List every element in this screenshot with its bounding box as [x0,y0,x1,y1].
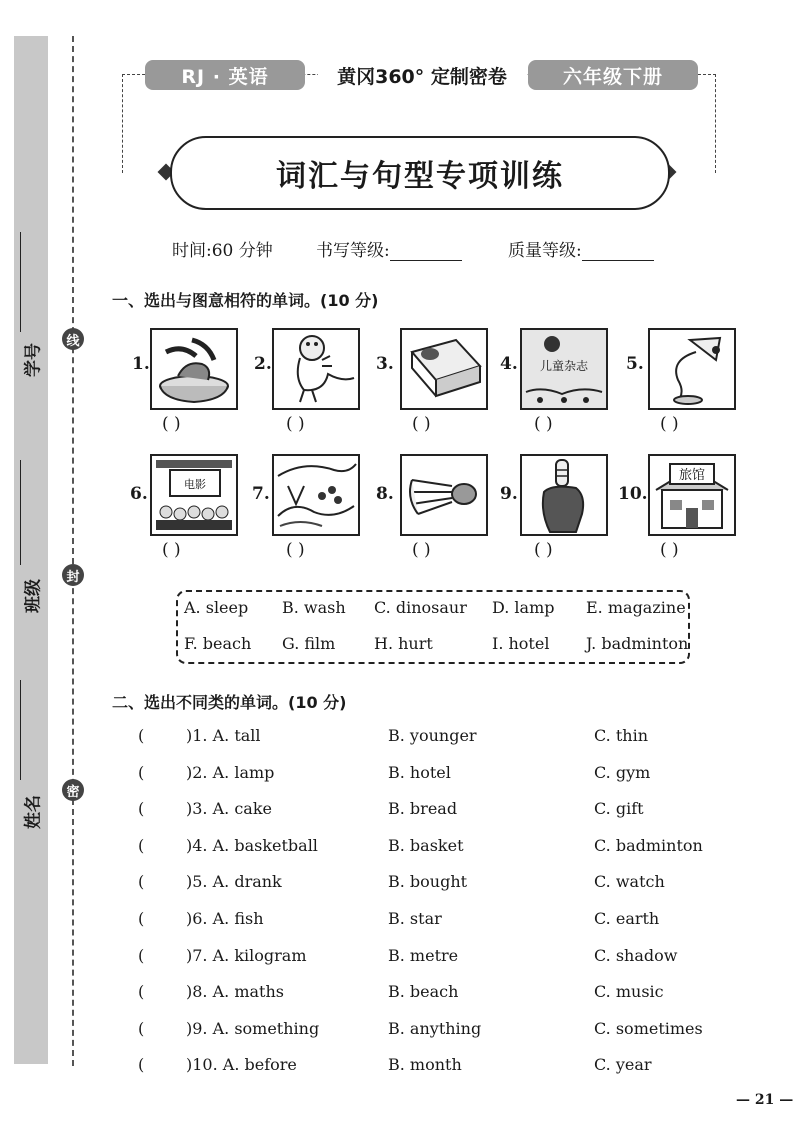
answer-paren[interactable]: ( [138,909,145,928]
answer-paren[interactable]: ( ) [660,540,679,560]
option-j: J. badminton [586,634,689,653]
question-option-a: )8. A. maths [186,982,284,1001]
picture-hotel [648,454,736,536]
time-info: 时间:60 分钟 [172,241,273,261]
answer-paren[interactable]: ( ) [534,414,553,434]
question-option-c: C. shadow [594,946,678,965]
film-icon [152,456,236,534]
item-number: 6. [130,484,148,504]
grade-badge: 六年级下册 [528,60,698,90]
question-option-c: C. badminton [594,836,703,855]
quality-grade-blank[interactable] [582,242,654,261]
answer-paren[interactable]: ( [138,946,145,965]
name-line [20,680,21,780]
beach-icon [274,456,358,534]
hurt-finger-icon [522,456,606,534]
option-a: A. sleep [184,598,249,617]
question-option-a: )7. A. kilogram [186,946,307,965]
svg-text:儿童杂志: 儿童杂志 [539,359,589,373]
option-f: F. beach [184,634,252,653]
section1-title: 一、选出与图意相符的单词。(10 分) [112,291,379,310]
seal-secret: 密 [62,779,84,801]
cut-line [72,36,74,1066]
picture-wash [150,328,238,410]
answer-paren[interactable]: ( [138,1019,145,1038]
item-number: 7. [252,484,270,504]
question-option-a: )5. A. drank [186,872,282,891]
question-option-c: C. thin [594,726,648,745]
question-option-a: )2. A. lamp [186,763,275,782]
answer-paren[interactable]: ( ) [286,540,305,560]
option-e: E. magazine [586,598,686,617]
svg-text:电影: 电影 [184,478,206,491]
answer-paren[interactable]: ( [138,726,145,745]
answer-paren[interactable]: ( ) [412,414,431,434]
picture-dinosaur [272,328,360,410]
class-line [20,460,21,565]
question-option-c: C. sometimes [594,1019,703,1038]
question-option-b: B. bread [388,799,458,818]
answer-paren[interactable]: ( [138,872,145,891]
question-option-b: B. younger [388,726,477,745]
option-c: C. dinosaur [374,598,467,617]
shuttlecock-icon [402,456,486,534]
page-number: — 21 — [736,1092,794,1108]
lamp-icon [650,330,734,408]
question-option-c: C. gift [594,799,644,818]
question-option-b: B. month [388,1055,462,1074]
student-id-label: 学号 [23,343,44,377]
question-option-b: B. metre [388,946,459,965]
question-option-b: B. bought [388,872,468,891]
answer-paren[interactable]: ( [138,799,145,818]
section2-title: 二、选出不同类的单词。(10 分) [112,693,347,712]
svg-text:旅馆: 旅馆 [678,468,706,483]
option-b: B. wash [282,598,346,617]
question-option-a: )1. A. tall [186,726,261,745]
question-option-c: C. earth [594,909,660,928]
question-option-b: B. hotel [388,763,451,782]
answer-paren[interactable]: ( ) [286,414,305,434]
washing-icon [152,330,236,408]
seal-line: 线 [62,328,84,350]
question-option-a: )6. A. fish [186,909,264,928]
writing-grade-label: 书写等级: [316,241,390,261]
student-id-line [20,232,21,332]
dinosaur-icon [274,330,358,408]
question-option-c: C. watch [594,872,665,891]
question-option-b: B. star [388,909,442,928]
question-option-a: )4. A. basketball [186,836,318,855]
item-number: 2. [254,354,272,374]
picture-badminton [400,454,488,536]
edition-badge: RJ · 英语 [145,60,305,90]
answer-paren[interactable]: ( [138,982,145,1001]
question-option-a: )9. A. something [186,1019,320,1038]
question-option-a: )10. A. before [186,1055,297,1074]
answer-paren[interactable]: ( ) [162,414,181,434]
question-option-b: B. basket [388,836,464,855]
item-number: 9. [500,484,518,504]
answer-paren[interactable]: ( ) [534,540,553,560]
answer-paren[interactable]: ( [138,836,145,855]
name-label: 姓名 [23,795,44,829]
option-h: H. hurt [374,634,433,653]
question-option-c: C. music [594,982,664,1001]
item-number: 1. [132,354,150,374]
page-title: 词汇与句型专项训练 [170,136,670,210]
item-number: 10. [618,484,648,504]
item-number: 4. [500,354,518,374]
question-option-c: C. year [594,1055,652,1074]
picture-film [150,454,238,536]
hotel-icon [650,456,734,534]
picture-lamp [648,328,736,410]
quality-grade-label: 质量等级: [508,241,582,261]
question-option-a: )3. A. cake [186,799,272,818]
picture-sleep [400,328,488,410]
option-g: G. film [282,634,336,653]
brand-title: 黄冈360° 定制密卷 [318,60,526,90]
answer-paren[interactable]: ( [138,1055,145,1074]
item-number: 3. [376,354,394,374]
picture-hurt [520,454,608,536]
question-option-b: B. beach [388,982,459,1001]
question-option-c: C. gym [594,763,651,782]
writing-grade-field [316,236,462,261]
option-i: I. hotel [492,634,550,653]
seal-seal: 封 [62,564,84,586]
answer-paren[interactable]: ( ) [412,540,431,560]
option-d: D. lamp [492,598,555,617]
answer-paren[interactable]: ( ) [660,414,679,434]
question-option-b: B. anything [388,1019,482,1038]
item-number: 5. [626,354,644,374]
answer-paren[interactable]: ( ) [162,540,181,560]
class-label: 班级 [23,579,44,613]
magazine-icon [522,330,606,408]
answer-paren[interactable]: ( [138,763,145,782]
picture-beach [272,454,360,536]
sleep-icon [402,330,486,408]
picture-magazine [520,328,608,410]
item-number: 8. [376,484,394,504]
quality-grade-field [508,236,654,261]
writing-grade-blank[interactable] [390,242,462,261]
